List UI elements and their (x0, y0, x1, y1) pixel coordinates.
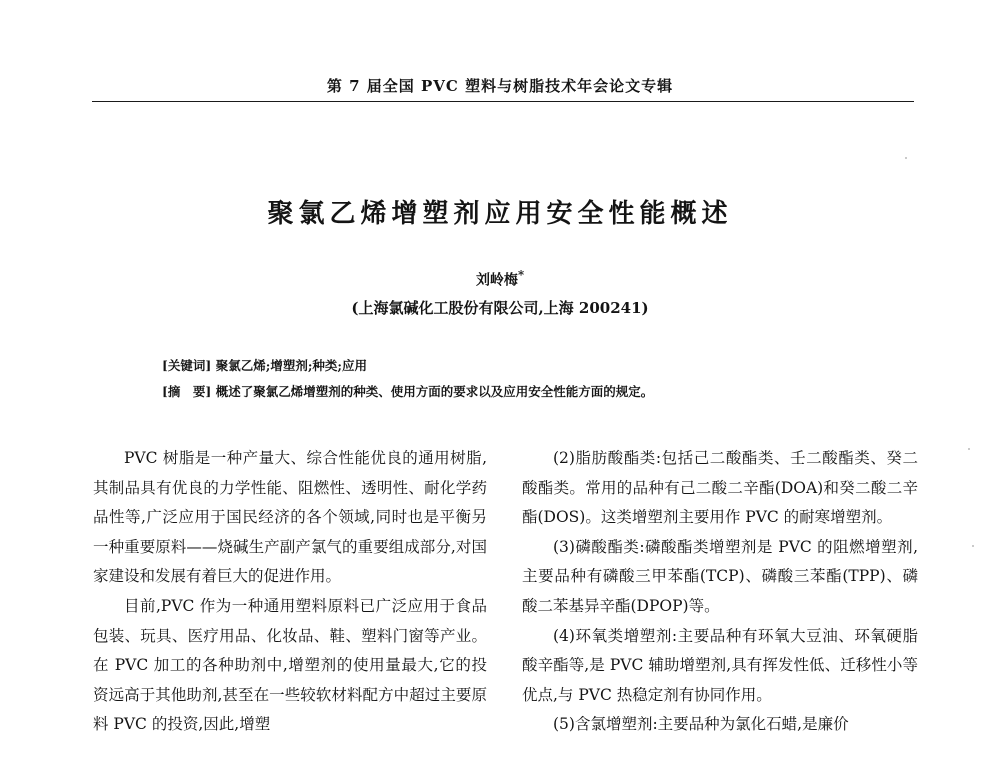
header-rule (92, 101, 914, 102)
abstract-label: [摘 要] (162, 384, 212, 399)
keywords-label: [关键词] (162, 358, 212, 373)
journal-header: 第 7 届全国 PVC 塑料与树脂技术年会论文专辑 (326, 77, 674, 95)
body-left-column (93, 444, 487, 740)
right-paragraph: (4)环氧类增塑剂:主要品种有环氧大豆油、环氧硬脂酸辛酯等,是 PVC 辅助增塑剂,具有挥发性低、迁移性小等优点,与 PVC 热稳定剂有协同作用。 (522, 626, 918, 704)
right-paragraph: (3)磷酸酯类:磷酸酯类增塑剂是 PVC 的阻燃增塑剂,主要品种有磷酸三甲苯酯(TCP)、磷酸三苯酯(TPP)、磷酸二苯基异辛酯(DPOP)等。 (522, 537, 918, 615)
left-paragraph: PVC 树脂是一种产量大、综合性能优良的通用树脂,其制品具有优良的力学性能、阻燃性、透明性、耐化学药品性等,广泛应用于国民经济的各个领域,同时也是平衡另一种重要原料——烧碱生产副产氯气的重要组成部分,对国家建设和发展有着巨大的促进作用。 (93, 449, 487, 586)
paper-title: 聚氯乙烯增塑剂应用安全性能概述 (267, 199, 733, 229)
author-line (0, 268, 1000, 290)
scan-speck (905, 157, 907, 159)
scan-speck (972, 545, 974, 547)
left-paragraph: 目前,PVC 作为一种通用塑料原料已广泛应用于食品包装、玩具、医疗用品、化妆品、鞋、塑料门窗等产业。在 PVC 加工的各种助剂中,增塑剂的使用量最大,它的投资远高于其他助剂,甚至在一些较软材料配方中超过主要原料 PVC 的投资,因此,增塑 (93, 596, 487, 734)
abstract-text: 概述了聚氯乙烯增塑剂的种类、使用方面的要求以及应用安全性能方面的规定。 (215, 384, 654, 399)
author-footnote-mark: * (517, 268, 525, 282)
keywords-text: 聚氯乙烯;增塑剂;种类;应用 (215, 358, 368, 373)
author-name: 刘岭梅 (475, 272, 518, 289)
right-paragraph: (5)含氯增塑剂:主要品种为氯化石蜡,是廉价 (553, 715, 849, 734)
body-right-column (522, 444, 918, 740)
keywords-line (162, 356, 922, 374)
abstract-line (162, 382, 922, 400)
right-paragraph: (2)脂肪酸酯类:包括己二酸酯类、壬二酸酯类、癸二酸酯类。常用的品种有己二酸二辛酯(DOA)和癸二酸二辛酯(DOS)。这类增塑剂主要用作 PVC 的耐寒增塑剂。 (522, 449, 918, 527)
scan-speck (968, 448, 970, 450)
author-affiliation: (上海氯碱化工股份有限公司,上海 200241) (351, 299, 649, 317)
